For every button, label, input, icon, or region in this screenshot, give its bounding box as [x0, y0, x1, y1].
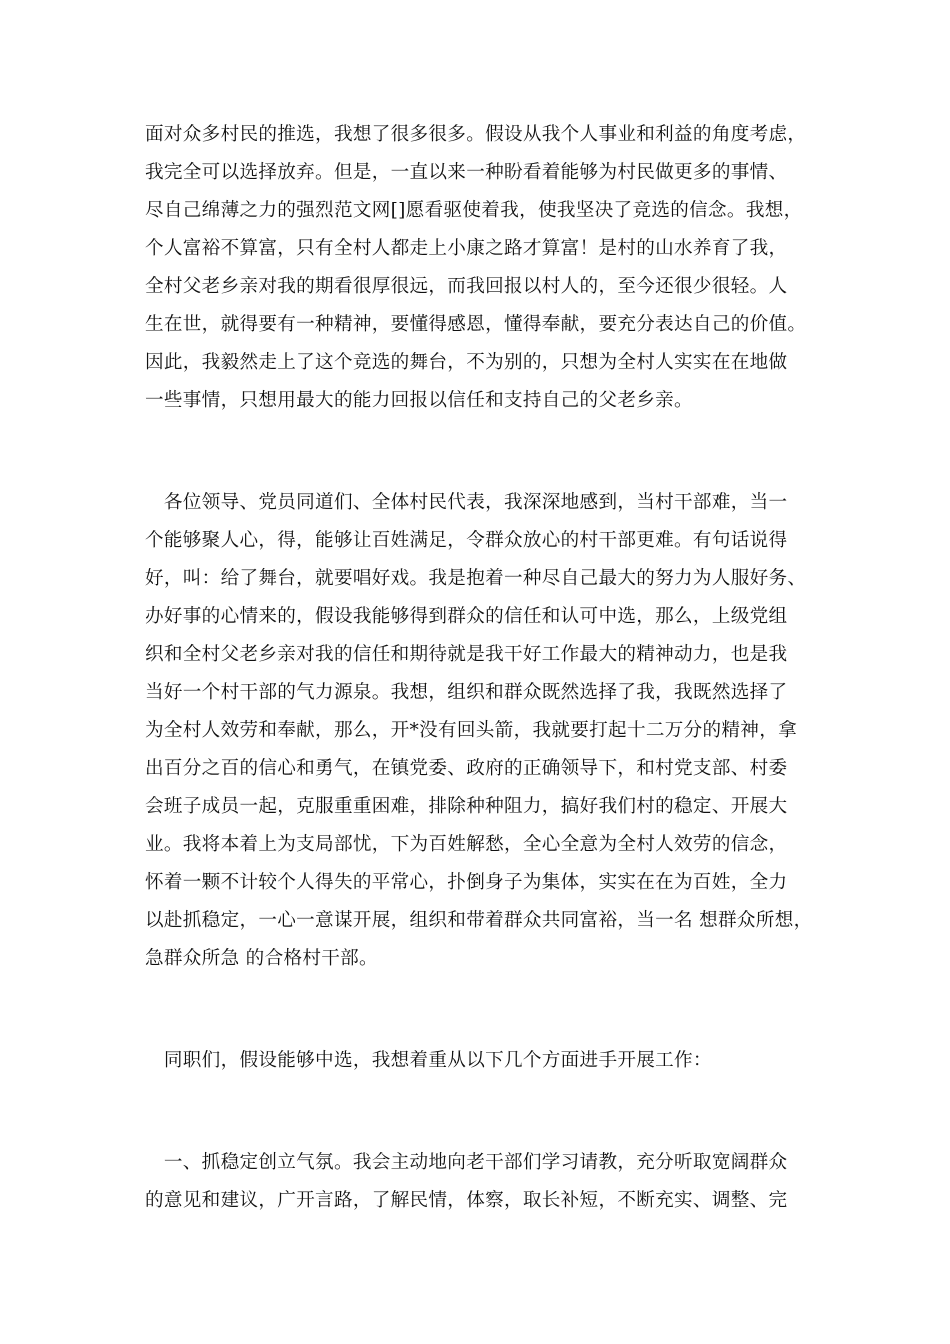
text-line: 为全村人效劳和奉献，那么，开*没有回头箭，我就要打起十二万分的精神，拿 [145, 720, 797, 741]
text-line: 会班子成员一起，克服重重困难，排除种种阻力，搞好我们村的稳定、开展大 [145, 796, 788, 817]
text-line: 一些事情，只想用最大的能力回报以信任和支持自己的父老乡亲。 [145, 390, 693, 411]
text-line: 当好一个村干部的气力源泉。我想，组织和群众既然选择了我，我既然选择了 [145, 682, 788, 703]
text-line: 个能够聚人心，得，能够让百姓满足，令群众放心的村干部更难。有句话说得 [145, 530, 788, 551]
text-line: 办好事的心情来的，假设我能够得到群众的信任和认可中选，那么，上级党组 [145, 606, 788, 627]
text-line: 我完全可以选择放弃。但是，一直以来一种盼看着能够为村民做更多的事情、 [145, 162, 788, 183]
text-line: 怀着一颗不计较个人得失的平常心，扑倒身子为集体，实实在在为百姓，全力 [145, 872, 788, 893]
text-line: 全村父老乡亲对我的期看很厚很远，而我回报以村人的，至今还很少很轻。人 [145, 276, 788, 297]
text-line: 同职们，假设能够中选，我想着重从以下几个方面进手开展工作： [145, 1050, 712, 1071]
text-line: 急群众所急 的合格村干部。 [145, 948, 378, 969]
text-line: 以赴抓稳定，一心一意谋开展，组织和带着群众共同富裕，当一名 想群众所想， [145, 910, 813, 931]
text-line: 面对众多村民的推选，我想了很多很多。假设从我个人事业和利益的角度考虑， [145, 124, 807, 145]
text-line: 一、抓稳定创立气氛。我会主动地向老干部们学习请教，充分听取宽阔群众 [145, 1152, 788, 1173]
text-line: 好，叫：给了舞台，就要唱好戏。我是抱着一种尽自己最大的努力为人服好务、 [145, 568, 807, 589]
text-line: 尽自己绵薄之力的强烈范文网[]愿看驱使着我，使我坚决了竞选的信念。我想， [145, 200, 803, 221]
text-line: 出百分之百的信心和勇气，在镇党委、政府的正确领导下，和村党支部、村委 [145, 758, 788, 779]
text-line: 织和全村父老乡亲对我的信任和期待就是我干好工作最大的精神动力，也是我 [145, 644, 788, 665]
text-line: 的意见和建议，广开言路，了解民情，体察，取长补短，不断充实、调整、完 [145, 1190, 788, 1211]
text-line: 因此，我毅然走上了这个竞选的舞台，不为别的，只想为全村人实实在在地做 [145, 352, 788, 373]
text-line: 个人富裕不算富，只有全村人都走上小康之路才算富！是村的山水养育了我， [145, 238, 788, 259]
text-line: 各位领导、党员同道们、全体村民代表，我深深地感到，当村干部难，当一 [145, 492, 788, 513]
text-line: 业。我将本着上为支局部忧，下为百姓解愁，全心全意为全村人效劳的信念， [145, 834, 788, 855]
text-line: 生在世，就得要有一种精神，要懂得感恩，懂得奉献，要充分表达自己的价值。 [145, 314, 807, 335]
